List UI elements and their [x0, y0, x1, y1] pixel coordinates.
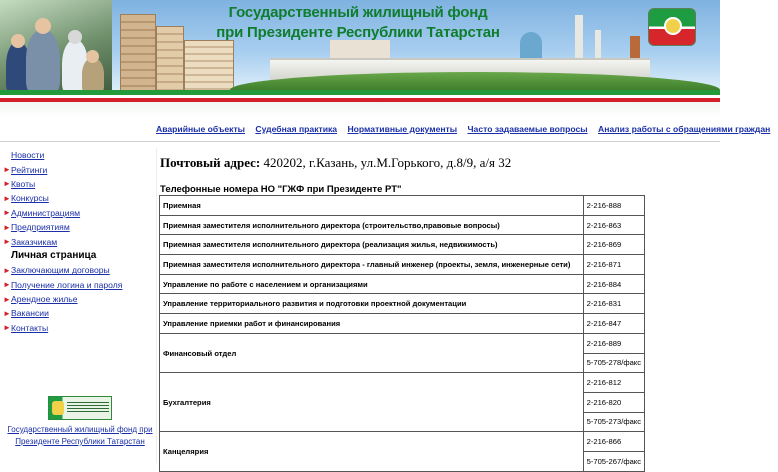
person-figure	[82, 58, 104, 94]
fund-logo[interactable]	[48, 396, 112, 420]
table-row	[160, 294, 645, 314]
sidebar-item-personal-page[interactable]	[3, 249, 153, 263]
table-row	[160, 235, 645, 255]
sidebar-item-news[interactable]	[3, 148, 153, 162]
department-name: Управление территориального развития и подготовки проектной документации	[160, 294, 584, 314]
tower-spire	[630, 36, 640, 60]
sidebar-item-contacts[interactable]	[3, 321, 153, 335]
department-name: Приемная	[160, 196, 584, 216]
topnav-link-emergency[interactable]: Аварийные объекты	[156, 124, 246, 134]
sidebar-item-label[interactable]: Вакансии	[11, 308, 49, 319]
phone-number: 2-216-866	[583, 432, 644, 452]
site-title-line1: Государственный жилищный фонд	[228, 4, 488, 21]
banner-fade	[0, 102, 720, 118]
table-row	[160, 333, 645, 353]
phone-number: 2-216-847	[583, 314, 644, 334]
table-row	[160, 373, 645, 393]
postal-address	[160, 155, 511, 171]
sidebar-item-customers[interactable]	[3, 234, 153, 248]
topnav-link-regulations[interactable]: Нормативные документы	[347, 124, 458, 134]
top-nav	[156, 124, 778, 134]
phone-number: 2-216-831	[583, 294, 644, 314]
sidebar-item-ratings[interactable]	[3, 162, 153, 176]
sidebar-item-enterprises[interactable]	[3, 220, 153, 234]
apartment-building	[156, 26, 184, 94]
phone-number: 2-216-863	[583, 215, 644, 235]
arrow-icon: ►	[3, 193, 11, 203]
minaret	[575, 15, 583, 60]
arrow-icon: ►	[3, 323, 11, 333]
fax-number: 5-705-267/факс	[583, 451, 644, 471]
sidebar-item-label[interactable]: Администрациям	[11, 207, 81, 218]
sidebar-item-label[interactable]: Квоты	[11, 178, 36, 189]
arrow-icon: ►	[3, 208, 11, 218]
emblem-center	[664, 17, 682, 35]
table-row	[160, 255, 645, 275]
phone-number: 2-216-820	[583, 392, 644, 412]
arrow-icon: ►	[3, 165, 11, 175]
phone-number: 2-216-869	[583, 235, 644, 255]
department-name: Бухгалтерия	[160, 373, 584, 432]
fax-number: 5-705-278/факс	[583, 353, 644, 373]
table-row	[160, 215, 645, 235]
column-divider	[156, 148, 157, 463]
person-head	[86, 50, 99, 63]
topnav-link-appeals-analysis[interactable]: Анализ работы с обращениями граждан	[598, 124, 771, 134]
phones-table	[159, 195, 645, 472]
sidebar-item-label[interactable]: Заключающим договоры	[11, 265, 110, 276]
sidebar-item-label[interactable]: Рейтинги	[11, 164, 48, 175]
person-figure	[26, 30, 60, 94]
department-name: Управление приемки работ и финансирования	[160, 314, 584, 334]
site-title-line2: при Президенте Республики Татарстан	[216, 24, 500, 41]
sidebar-item-quotas[interactable]	[3, 177, 153, 191]
phones-heading: Телефонные номера НО "ГЖФ при Президенте РТ"	[160, 184, 402, 195]
phone-number: 2-216-812	[583, 373, 644, 393]
topnav-link-faq[interactable]: Часто задаваемые вопросы	[467, 124, 588, 134]
emblem-icon	[52, 401, 64, 415]
person-head	[68, 30, 82, 44]
mosque-dome	[520, 32, 542, 60]
postal-address-value: 420202, г.Казань, ул.М.Горького, д.8/9, а/я 32	[260, 155, 512, 170]
phone-number: 2-216-889	[583, 333, 644, 353]
person-head	[35, 18, 51, 34]
sidebar-item-label[interactable]: Конкурсы	[11, 193, 49, 204]
arrow-icon: ►	[3, 237, 11, 247]
family-photo	[0, 0, 112, 95]
fax-number: 5-705-273/факс	[583, 412, 644, 432]
sidebar-item-label[interactable]: Контакты	[11, 322, 49, 333]
department-name: Управление по работе с населением и организациями	[160, 274, 584, 294]
department-name: Приемная заместителя исполнительного директора (строительство,правовые вопросы)	[160, 215, 584, 235]
arrow-icon: ►	[3, 265, 11, 275]
apartment-building	[120, 14, 156, 94]
minaret	[595, 30, 601, 60]
kremlin-building	[330, 40, 390, 60]
sidebar-item-label[interactable]: Личная страница	[11, 250, 97, 262]
sidebar-item-contract-signers[interactable]	[3, 263, 153, 277]
person-head	[11, 34, 25, 48]
fund-name-link[interactable]	[4, 424, 156, 448]
logo-text-lines	[67, 402, 109, 414]
sidebar-item-login-password[interactable]	[3, 278, 153, 292]
arrow-icon: ►	[3, 308, 11, 318]
phone-number: 2-216-884	[583, 274, 644, 294]
arrow-icon: ►	[3, 179, 11, 189]
table-row	[160, 314, 645, 334]
table-row	[160, 432, 645, 452]
arrow-icon: ►	[3, 222, 11, 232]
divider	[0, 141, 720, 142]
department-name: Канцелярия	[160, 432, 584, 471]
phone-number: 2-216-871	[583, 255, 644, 275]
postal-address-label: Почтовый адрес:	[160, 155, 261, 170]
sidebar-item-rental-housing[interactable]	[3, 292, 153, 306]
arrow-icon: ►	[3, 294, 11, 304]
table-row	[160, 274, 645, 294]
fund-name-line2: Президенте Республики Татарстан	[15, 437, 145, 446]
sidebar-item-vacancies[interactable]	[3, 306, 153, 320]
apartment-building	[184, 40, 234, 94]
phone-number: 2-216-888	[583, 196, 644, 216]
department-name: Финансовый отдел	[160, 333, 584, 372]
sidebar-item-label[interactable]: Новости	[11, 150, 45, 161]
sidebar-item-administrations[interactable]	[3, 206, 153, 220]
sidebar-item-contests[interactable]	[3, 191, 153, 205]
sidebar-item-label[interactable]: Получение логина и пароля	[11, 279, 123, 290]
fund-name-line1: Государственный жилищный фонд при	[7, 425, 153, 434]
topnav-link-court-practice[interactable]: Судебная практика	[255, 124, 338, 134]
sidebar-item-label[interactable]: Арендное жилье	[11, 294, 78, 305]
sidebar-item-label[interactable]: Заказчикам	[11, 236, 58, 247]
sidebar-menu	[3, 148, 153, 335]
table-row	[160, 196, 645, 216]
department-name: Приемная заместителя исполнительного директора - главный инженер (проекты, земля, инженерные сети)	[160, 255, 584, 275]
site-title	[196, 3, 520, 43]
tatarstan-emblem-icon	[648, 8, 696, 46]
sidebar-item-label[interactable]: Предприятиям	[11, 222, 70, 233]
department-name: Приемная заместителя исполнительного директора (реализация жилья, недвижимость)	[160, 235, 584, 255]
arrow-icon: ►	[3, 280, 11, 290]
